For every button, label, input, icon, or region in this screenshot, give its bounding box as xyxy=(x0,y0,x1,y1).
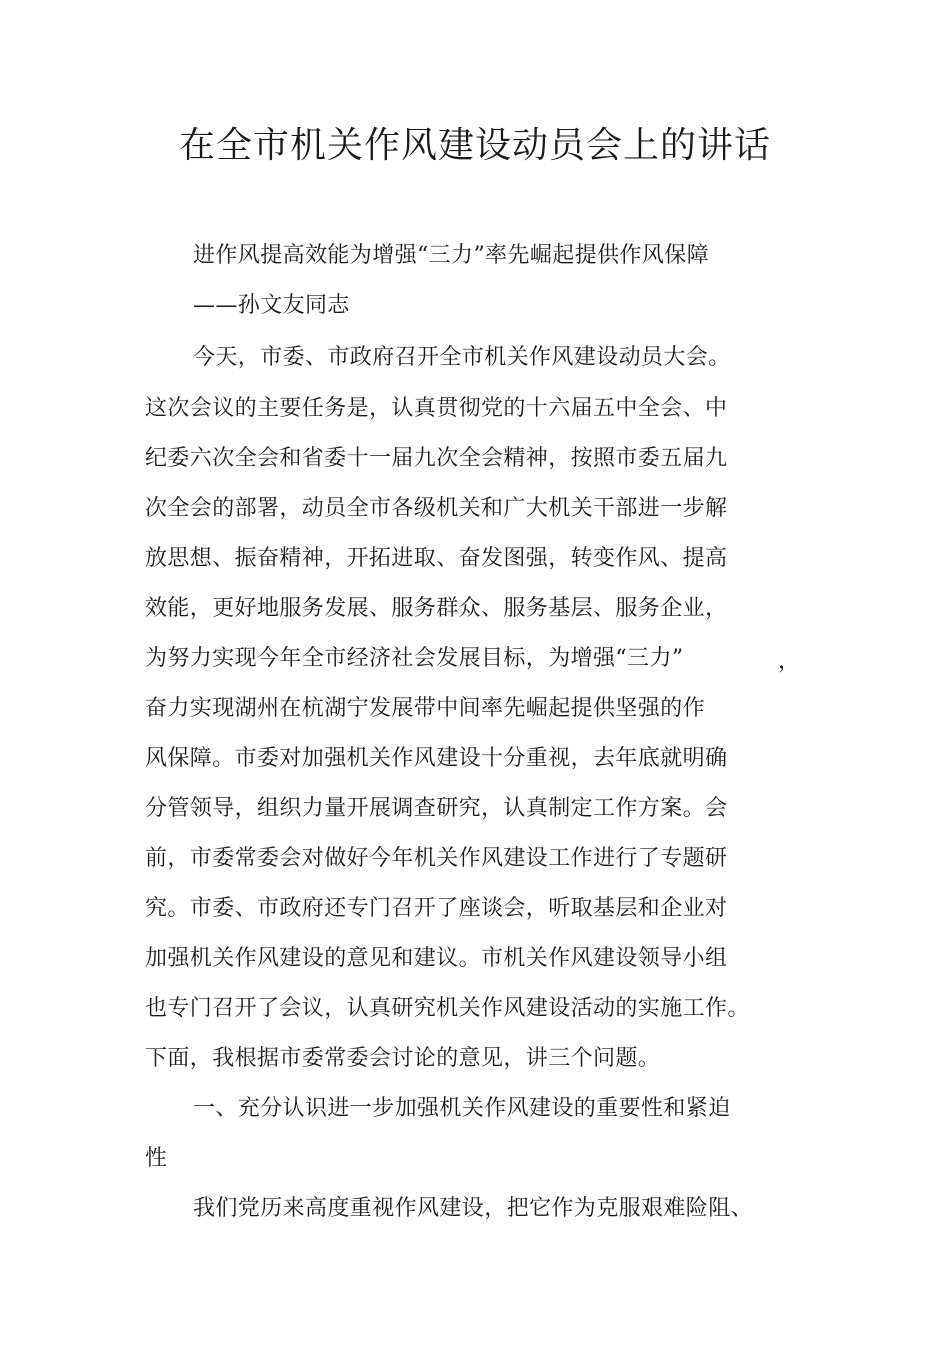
body-line: 效能，更好地服务发展、服务群众、服务基层、服务企业， xyxy=(145,596,728,621)
document-title: 在全市机关作风建设动员会上的讲话 xyxy=(178,125,771,166)
section-heading: 一、充分认识进一步加强机关作风建设的重要性和紧迫 xyxy=(193,1096,731,1121)
body-line: 奋力实现湖州在杭湖宁发展带中间率先崛起提供坚强的作 xyxy=(145,696,706,721)
body-line: 我们党历来高度重视作风建设，把它作为克服艰难险阻、 xyxy=(193,1196,754,1221)
body-line: 分管领导，组织力量开展调查研究，认真制定工作方案。会 xyxy=(145,796,728,821)
body-line: 今天，市委、市政府召开全市机关作风建设动员大会。 xyxy=(193,345,731,370)
body-line: 前，市委常委会对做好今年机关作风建设工作进行了专题研 xyxy=(145,846,728,871)
body-line: 加强机关作风建设的意见和建议。市机关作风建设领导小组 xyxy=(145,946,728,971)
body-line: 也专门召开了会议，认真研究机关作风建设活动的实施工作。 xyxy=(145,996,750,1021)
body-line: 下面，我根据市委常委会讨论的意见，讲三个问题。 xyxy=(145,1046,661,1071)
subtitle: 进作风提高效能为增强“三力”率先崛起提供作风保障 xyxy=(193,243,710,268)
body-line: 次全会的部署，动员全市各级机关和广大机关干部进一步解 xyxy=(145,496,728,521)
stray-comma: ， xyxy=(778,649,801,674)
section-heading-continued: 性 xyxy=(145,1146,168,1171)
body-line: 放思想、振奋精神，开拓进取、奋发图强，转变作风、提高 xyxy=(145,546,728,571)
body-line: 纪委六次全会和省委十一届九次全会精神，按照市委五届九 xyxy=(145,446,728,471)
body-line: 风保障。市委对加强机关作风建设十分重视，去年底就明确 xyxy=(145,746,728,771)
body-line: 究。市委、市政府还专门召开了座谈会，听取基层和企业对 xyxy=(145,896,728,921)
body-line: 为努力实现今年全市经济社会发展目标，为增强“三力” xyxy=(145,646,684,671)
body-line: 这次会议的主要任务是，认真贯彻党的十六届五中全会、中 xyxy=(145,396,728,421)
author-line: ——孙文友同志 xyxy=(193,293,350,318)
